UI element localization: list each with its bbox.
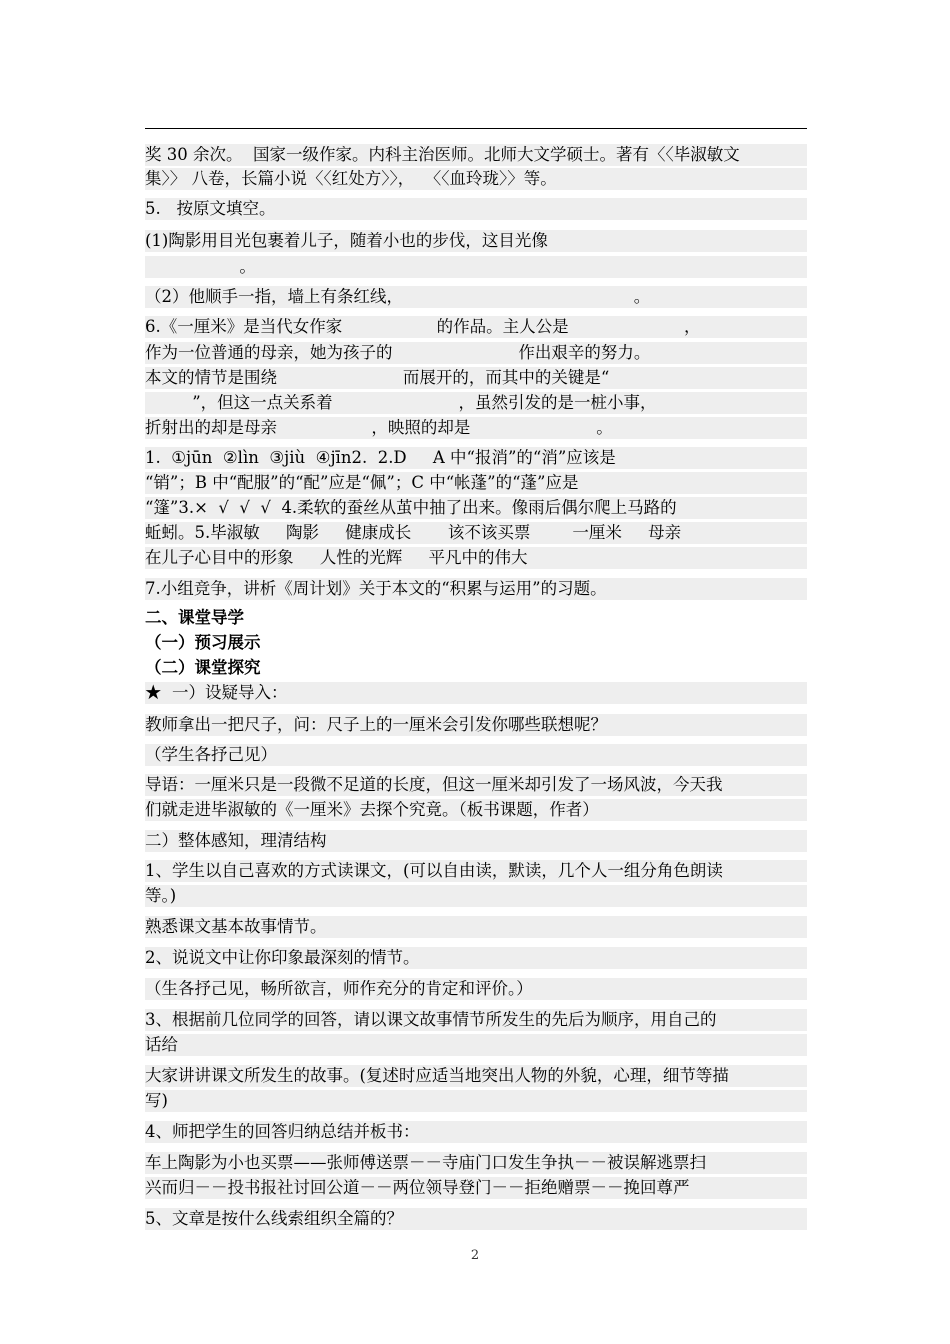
text-line: “销”；B 中“配服”的“配”应是“佩”；C 中“帐蓬”的“蓬”应是	[145, 472, 807, 494]
text-line: 大家讲讲课文所发生的故事。(复述时应适当地突出人物的外貌，心理，细节等描	[145, 1065, 807, 1087]
page-number: 2	[470, 1248, 480, 1263]
text-line: 1、学生以自己喜欢的方式读课文，(可以自由读，默读，几个人一组分角色朗读	[145, 860, 807, 882]
text-line: 等。)	[145, 885, 807, 907]
text-line: 导语：一厘米只是一段微不足道的长度，但这一厘米却引发了一场风波，今天我	[145, 774, 807, 796]
text-line: 作为一位普通的母亲，她为孩子的 作出艰辛的努力。	[145, 342, 807, 364]
text-line: 话给	[145, 1034, 807, 1056]
text-line: （2）他顺手一指，墙上有条红线， 。	[145, 286, 807, 308]
text-line: 7.小组竞争，讲析《周计划》关于本文的“积累与运用”的习题。	[145, 578, 807, 600]
text-line: 写)	[145, 1090, 807, 1112]
text-line: 们就走进毕淑敏的《一厘米》去探个究竟。（板书课题，作者）	[145, 799, 807, 821]
section-heading: （二）课堂探究	[145, 658, 261, 677]
text-line: 教师拿出一把尺子，问：尺子上的一厘米会引发你哪些联想呢？	[145, 714, 807, 736]
text-line: 6.《一厘米》是当代女作家 的作品。主人公是 ，	[145, 316, 807, 338]
text-line: 兴而归－－投书报社讨回公道－－两位领导登门－－拒绝赠票－－挽回尊严	[145, 1177, 807, 1199]
text-line: “篷”3.× √ √ √ 4.柔软的蚕丝从茧中抽了出来。像雨后偶尔爬上马路的	[145, 497, 807, 519]
text-line: 二）整体感知，理清结构	[145, 830, 807, 852]
text-line: 5、文章是按什么线索组织全篇的？	[145, 1208, 807, 1230]
text-line: 1. ①jūn ②lìn ③jiù ④jīn2. 2.D A 中“报消”的“消”应该是	[145, 447, 807, 469]
text-line: 车上陶影为小也买票——张师傅送票－－寺庙门口发生争执－－被误解逃票扫	[145, 1152, 807, 1174]
text-line: （生各抒己见，畅所欲言，师作充分的肯定和评价。）	[145, 978, 807, 1000]
text-line: 蚯蚓。5.毕淑敏 陶影 健康成长 该不该买票 一厘米 母亲	[145, 522, 807, 544]
text-line: (1)陶影用目光包裹着儿子，随着小也的步伐，这目光像	[145, 230, 807, 252]
text-line: 3、根据前几位同学的回答，请以课文故事情节所发生的先后为顺序，用自己的	[145, 1009, 807, 1031]
text-line: ★ 一）设疑导入：	[145, 682, 807, 704]
text-line: 集〉〉 八卷，长篇小说〈〈红处方〉〉， 〈〈血玲珑〉〉等。	[145, 168, 807, 190]
text-line: 本文的情节是围绕 而展开的，而其中的关键是“	[145, 367, 807, 389]
text-line: 折射出的却是母亲 ，映照的却是 。	[145, 417, 807, 439]
header-rule	[145, 128, 807, 129]
section-heading: （一）预习展示	[145, 633, 261, 652]
section-heading: 二、课堂导学	[145, 608, 244, 627]
text-line: 2、说说文中让你印象最深刻的情节。	[145, 947, 807, 969]
text-line: 5. 按原文填空。	[145, 198, 807, 220]
text-line: （学生各抒己见）	[145, 744, 807, 766]
text-line: 。	[145, 256, 807, 278]
text-line: 4、师把学生的回答归纳总结并板书：	[145, 1121, 807, 1143]
text-line: ”，但这一点关系着 ，虽然引发的是一桩小事，	[145, 392, 807, 414]
text-line: 奖 30 余次。 国家一级作家。内科主治医师。北师大文学硕士。著有〈〈毕淑敏文	[145, 144, 807, 166]
text-line: 在儿子心目中的形象 人性的光辉 平凡中的伟大	[145, 547, 807, 569]
text-line: 熟悉课文基本故事情节。	[145, 916, 807, 938]
